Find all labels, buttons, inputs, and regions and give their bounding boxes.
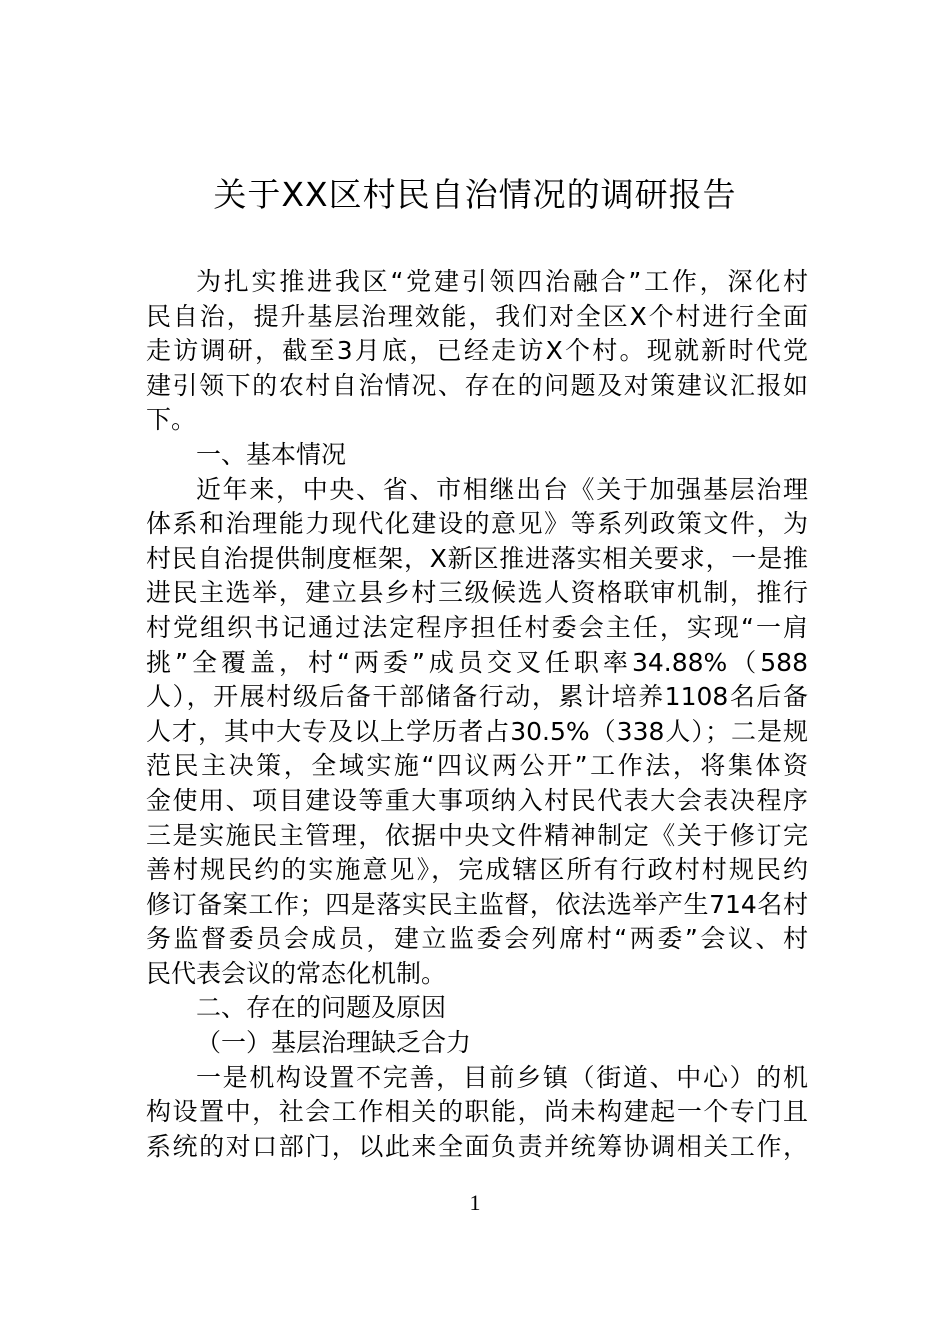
paragraph-line: 构设置中，社会工作相关的职能，尚未构建起一个专门且 bbox=[146, 1097, 808, 1127]
page-number: 1 bbox=[469, 1190, 481, 1215]
paragraph-line: 为扎实推进我区“党建引领四治融合”工作，深化村 bbox=[196, 267, 808, 296]
paragraph-line: 系统的对口部门，以此来全面负责并统筹协调相关工作， bbox=[146, 1131, 808, 1161]
paragraph-line: 三是实施民主管理，依据中央文件精神制定《关于修订完 bbox=[146, 820, 808, 850]
paragraph-line: 下。 bbox=[146, 405, 197, 435]
paragraph-line: 人），开展村级后备干部储备行动，累计培养1108名后备 bbox=[146, 682, 808, 712]
section-heading: 一、基本情况 bbox=[196, 439, 347, 469]
paragraph-line: 村民自治提供制度框架，X新区推进落实相关要求，一是推 bbox=[146, 543, 808, 573]
paragraph-line: 人才，其中大专及以上学历者占30.5%（338人）；二是规 bbox=[146, 716, 808, 746]
paragraph-line: 建引领下的农村自治情况、存在的问题及对策建议汇报如 bbox=[146, 370, 808, 400]
paragraph-line: 走访调研，截至3月底，已经走访X个村。现就新时代党 bbox=[146, 336, 808, 366]
paragraph-line: 范民主决策，全域实施“四议两公开”工作法，将集体资 bbox=[146, 751, 808, 781]
document-body bbox=[146, 265, 808, 1164]
document-title: 关于XX区村民自治情况的调研报告 bbox=[213, 175, 737, 214]
paragraph-line: 体系和治理能力现代化建设的意见》等系列政策文件，为 bbox=[146, 509, 808, 539]
paragraph-line: 金使用、项目建设等重大事项纳入村民代表大会表决程序 bbox=[146, 785, 808, 815]
paragraph-line: 村党组织书记通过法定程序担任村委会主任，实现“一肩 bbox=[146, 612, 808, 642]
paragraph-line: 挑”全覆盖，村“两委”成员交叉任职率34.88%（588 bbox=[146, 647, 808, 677]
paragraph-line: 近年来，中央、省、市相继出台《关于加强基层治理 bbox=[196, 474, 808, 504]
paragraph-line: 民代表会议的常态化机制。 bbox=[146, 958, 447, 988]
paragraph-line: 务监督委员会成员，建立监委会列席村“两委”会议、村 bbox=[146, 924, 808, 954]
paragraph-line: 善村规民约的实施意见》，完成辖区所有行政村村规民约 bbox=[146, 855, 808, 885]
paragraph-line: 进民主选举，建立县乡村三级候选人资格联审机制，推行 bbox=[146, 578, 808, 608]
paragraph-line: 修订备案工作；四是落实民主监督，依法选举产生714名村 bbox=[146, 889, 808, 919]
paragraph-line: 民自治，提升基层治理效能，我们对全区X个村进行全面 bbox=[146, 301, 808, 331]
section-heading: 二、存在的问题及原因 bbox=[196, 993, 447, 1023]
subsection-heading: （一）基层治理缺乏合力 bbox=[196, 1028, 472, 1058]
paragraph-line: 一是机构设置不完善，目前乡镇（街道、中心）的机 bbox=[196, 1062, 808, 1092]
